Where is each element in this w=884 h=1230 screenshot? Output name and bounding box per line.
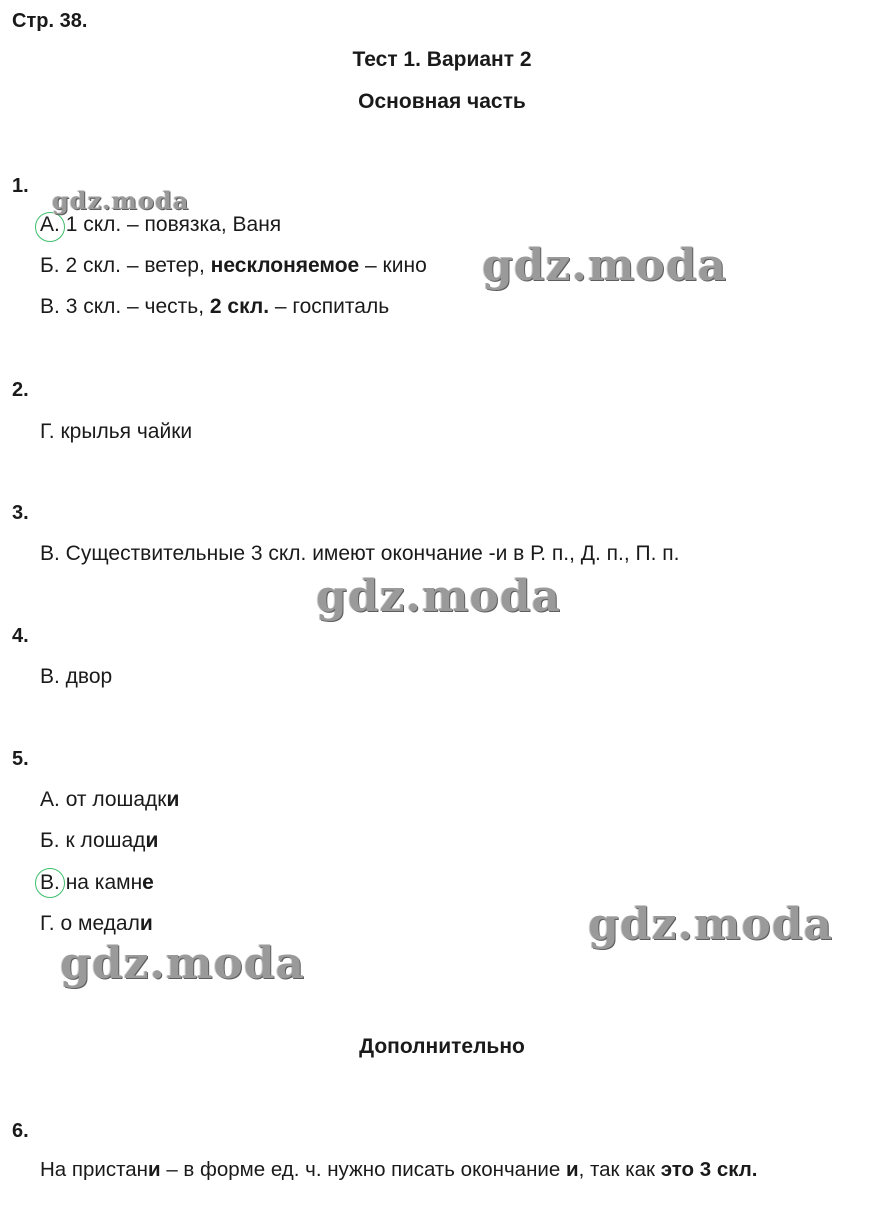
question-5-number: 5. (12, 748, 29, 770)
question-6-answer (40, 1157, 757, 1183)
answer-stem: На пристан (40, 1158, 148, 1181)
option-ending: и (139, 912, 153, 935)
watermark: gdz.moda (60, 938, 306, 989)
option-ending: и (145, 829, 159, 852)
option-prefix: В. (40, 871, 60, 894)
watermark: gdz.moda (52, 186, 190, 215)
option-stem: к лошад (65, 829, 146, 852)
watermark: gdz.moda (482, 240, 728, 291)
option-stem: о медал (60, 912, 140, 935)
option-prefix: А. (40, 788, 60, 811)
option-prefix: Г. (40, 912, 55, 935)
answer-ending: и (148, 1158, 161, 1181)
question-5-option-c (40, 870, 154, 896)
question-1-number: 1. (12, 175, 29, 197)
question-5-option-d (40, 911, 153, 937)
answer-text-after: , так как (578, 1158, 655, 1181)
question-5-option-b (40, 828, 158, 854)
option-ending: е (142, 871, 154, 894)
answer-bold-letter: и (565, 1158, 579, 1181)
option-bold-text: несклоняемое (210, 254, 360, 277)
option-text-end: – госпиталь (274, 295, 390, 318)
question-3-number: 3. (12, 502, 29, 524)
question-1-option-a (40, 212, 281, 238)
page-label: Стр. 38. (12, 10, 88, 32)
watermark: gdz.moda (316, 571, 562, 622)
question-4-number: 4. (12, 625, 29, 647)
question-5-option-a (40, 787, 179, 813)
option-bold-text: 2 скл. (209, 295, 270, 318)
section-title: Основная часть (358, 90, 526, 113)
option-text: 3 скл. – честь, (65, 295, 205, 318)
answer-text: – в форме ед. ч. нужно писать окончание (166, 1158, 561, 1181)
question-2-number: 2. (12, 379, 29, 401)
option-text: 2 скл. – ветер, (65, 254, 205, 277)
question-4-answer: В. двор (40, 665, 113, 688)
question-2-answer: Г. крылья чайки (40, 420, 193, 443)
question-1-option-b (40, 253, 427, 279)
option-prefix: Б. (40, 829, 60, 852)
option-prefix: Б. (40, 254, 60, 277)
question-6-number: 6. (12, 1120, 29, 1142)
option-ending: и (166, 788, 180, 811)
option-stem: на камн (65, 871, 143, 894)
option-text-end: – кино (365, 254, 427, 277)
test-title: Тест 1. Вариант 2 (352, 48, 532, 71)
answer-bold-end: это 3 скл. (660, 1158, 758, 1181)
option-prefix: В. (40, 295, 60, 318)
option-prefix: А. (40, 213, 60, 236)
question-1-option-c (40, 294, 389, 320)
extra-section-title: Дополнительно (359, 1035, 525, 1058)
watermark: gdz.moda (588, 899, 834, 950)
question-3-answer: В. Существительные 3 скл. имеют окончание -и в Р. п., Д. п., П. п. (40, 542, 680, 565)
option-text: 1 скл. – повязка, Ваня (65, 213, 282, 236)
option-stem: от лошадк (65, 788, 167, 811)
